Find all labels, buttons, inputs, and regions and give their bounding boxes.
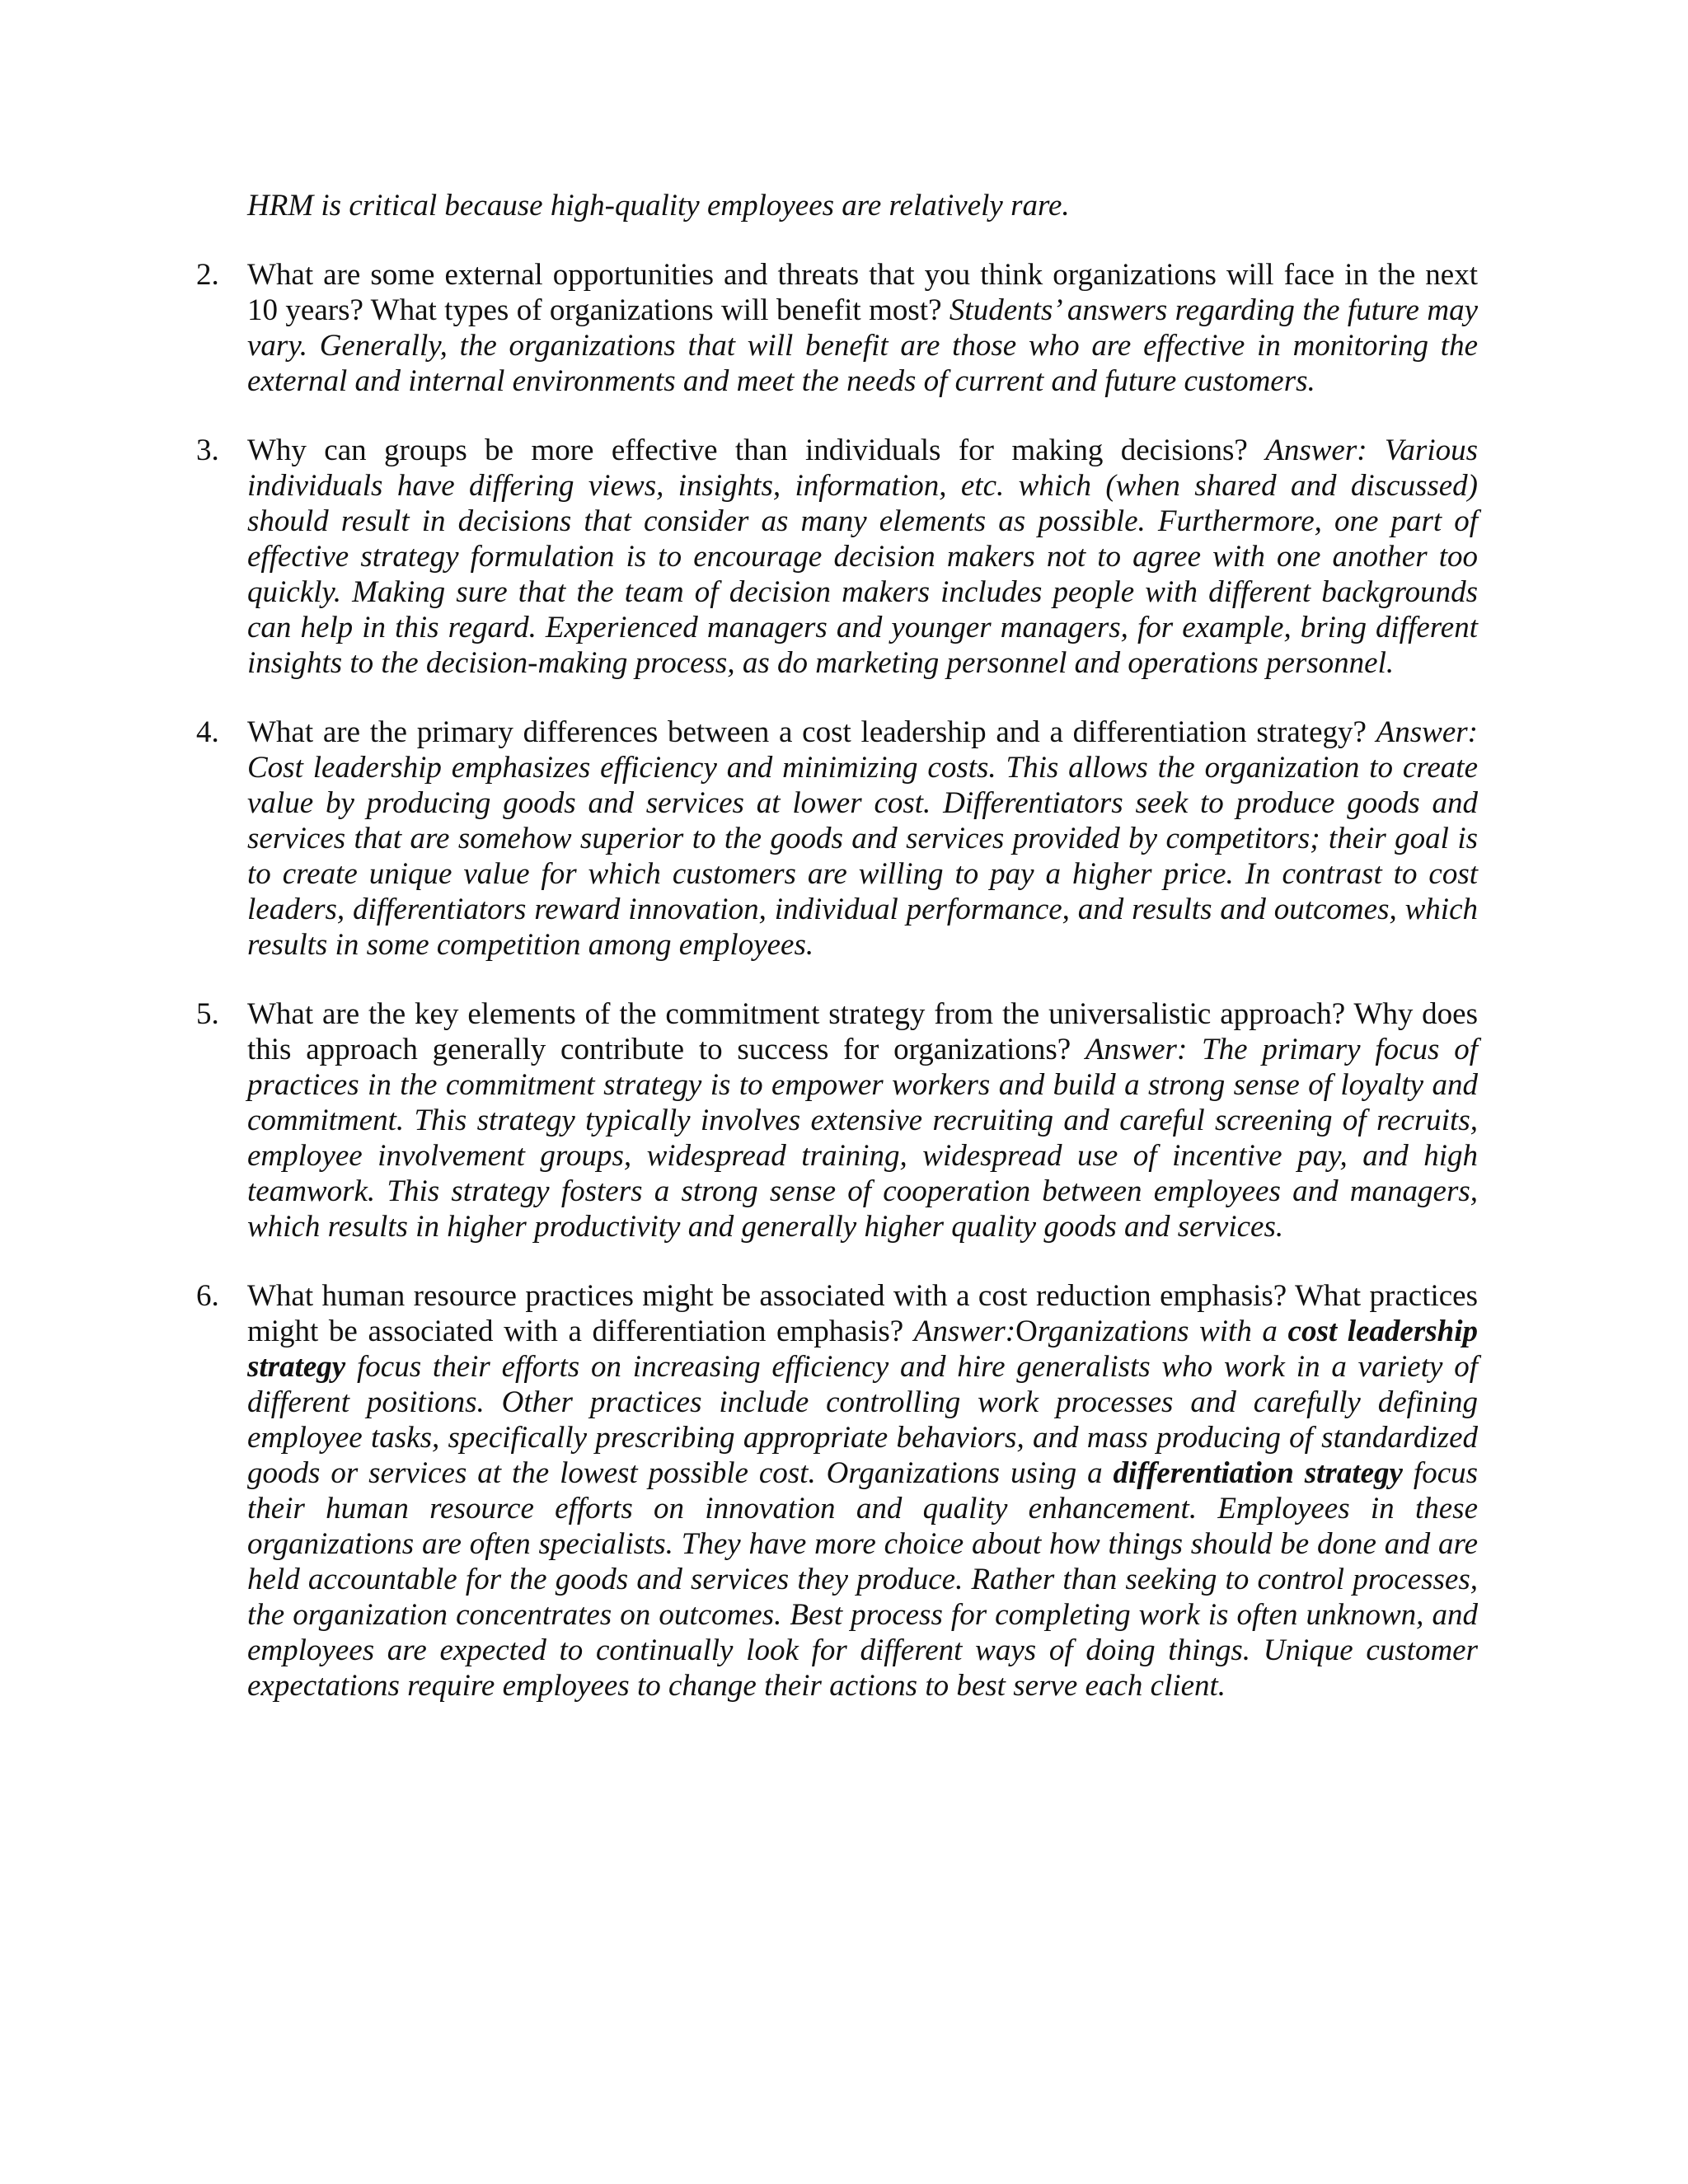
answer-label: Answer: bbox=[913, 1315, 1016, 1348]
item-number: 6. bbox=[196, 1279, 219, 1313]
carryover-answer: HRM is critical because high-quality employees are relatively rare. bbox=[247, 189, 1070, 223]
question-text: What are the primary differences between a cost leadership and a differentiation strategy? bbox=[247, 715, 1367, 749]
list-item bbox=[196, 715, 1478, 963]
answer-initial: O bbox=[1015, 1315, 1038, 1348]
item-number: 2. bbox=[196, 258, 219, 292]
list-item bbox=[196, 257, 1478, 399]
list-item bbox=[196, 433, 1478, 681]
answer-text: Students’ answers regarding the future may vary. Generally, the organizations that will benefit are those who are effective in monitoring the external and internal environments and meet the needs of current and future customers. bbox=[247, 293, 1478, 398]
answer-text: rganizations with a bbox=[1037, 1315, 1278, 1348]
question-text: Why can groups be more effective than individuals for making decisions? bbox=[247, 434, 1248, 467]
list-item bbox=[196, 1278, 1478, 1704]
answer-text: focus their efforts on increasing efficiency and hire generalists who work in a variety of different positions. Other practices include controlling work processes and carefully defining employee tasks, specifically prescribing appropriate behaviors, and mass producing of standardized goods or services at the lowest possible cost. Organizations using a bbox=[247, 1350, 1478, 1490]
question-text: What human resource practices might be associated with a cost reduction emphasis? What practices might be associated with a differentiation emphasis? bbox=[247, 1279, 1478, 1348]
answer-text: Answer: Cost leadership emphasizes efficiency and minimizing costs. This allows the organization to create value by producing goods and services at lower cost. Differentiators seek to produce goods and services that are somehow superior to the goods and services provided by competitors; their goal is to create unique value for which customers are willing to pay a higher price. In contrast to cost leaders, differentiators reward innovation, individual performance, and results and outcomes, which results in some competition among employees. bbox=[247, 715, 1478, 962]
answer-text: Answer: The primary focus of practices in the commitment strategy is to empower workers and build a strong sense of loyalty and commitment. This strategy typically involves extensive recruiting and careful screening of recruits, employee involvement groups, widespread training, widespread use of incentive pay, and high teamwork. This strategy fosters a strong sense of cooperation between employees and managers, which results in higher productivity and generally higher quality goods and services. bbox=[247, 1033, 1479, 1244]
question-text: What are some external opportunities and threats that you think organizations will face in the next 10 years? What types of organizations will benefit most? bbox=[247, 258, 1478, 327]
emphasis-cost-leadership: cost leadership strategy bbox=[247, 1315, 1478, 1384]
list-item bbox=[196, 996, 1478, 1244]
question-text: What are the key elements of the commitment strategy from the universalistic approach? Why does this approach generally contribute to success for organizations? bbox=[247, 997, 1478, 1066]
answer-text: focus their human resource efforts on innovation and quality enhancement. Employees in these organizations are often specialists. They have more choice about how things should be done and are held accountable for the goods and services they produce. Rather than seeking to control processes, the organization concentrates on outcomes. Best process for completing work is often unknown, and employees are expected to continually look for different ways of doing things. Unique customer expectations require employees to change their actions to best serve each client. bbox=[247, 1456, 1479, 1703]
item-number: 5. bbox=[196, 997, 219, 1031]
answer-text: Answer: Various individuals have differing views, insights, information, etc. which (when shared and discussed) should result in decisions that consider as many elements as possible. Furthermore, one part of effective strategy formulation is to encourage decision makers not to agree with one another too quickly. Making sure that the team of decision makers includes people with different backgrounds can help in this regard. Experienced managers and younger managers, for example, bring different insights to the decision-making process, as do marketing personnel and operations personnel. bbox=[247, 434, 1478, 680]
emphasis-differentiation: differentiation strategy bbox=[1113, 1456, 1403, 1490]
document-body bbox=[196, 188, 1478, 1737]
item-number: 3. bbox=[196, 434, 219, 467]
item-number: 4. bbox=[196, 715, 219, 749]
